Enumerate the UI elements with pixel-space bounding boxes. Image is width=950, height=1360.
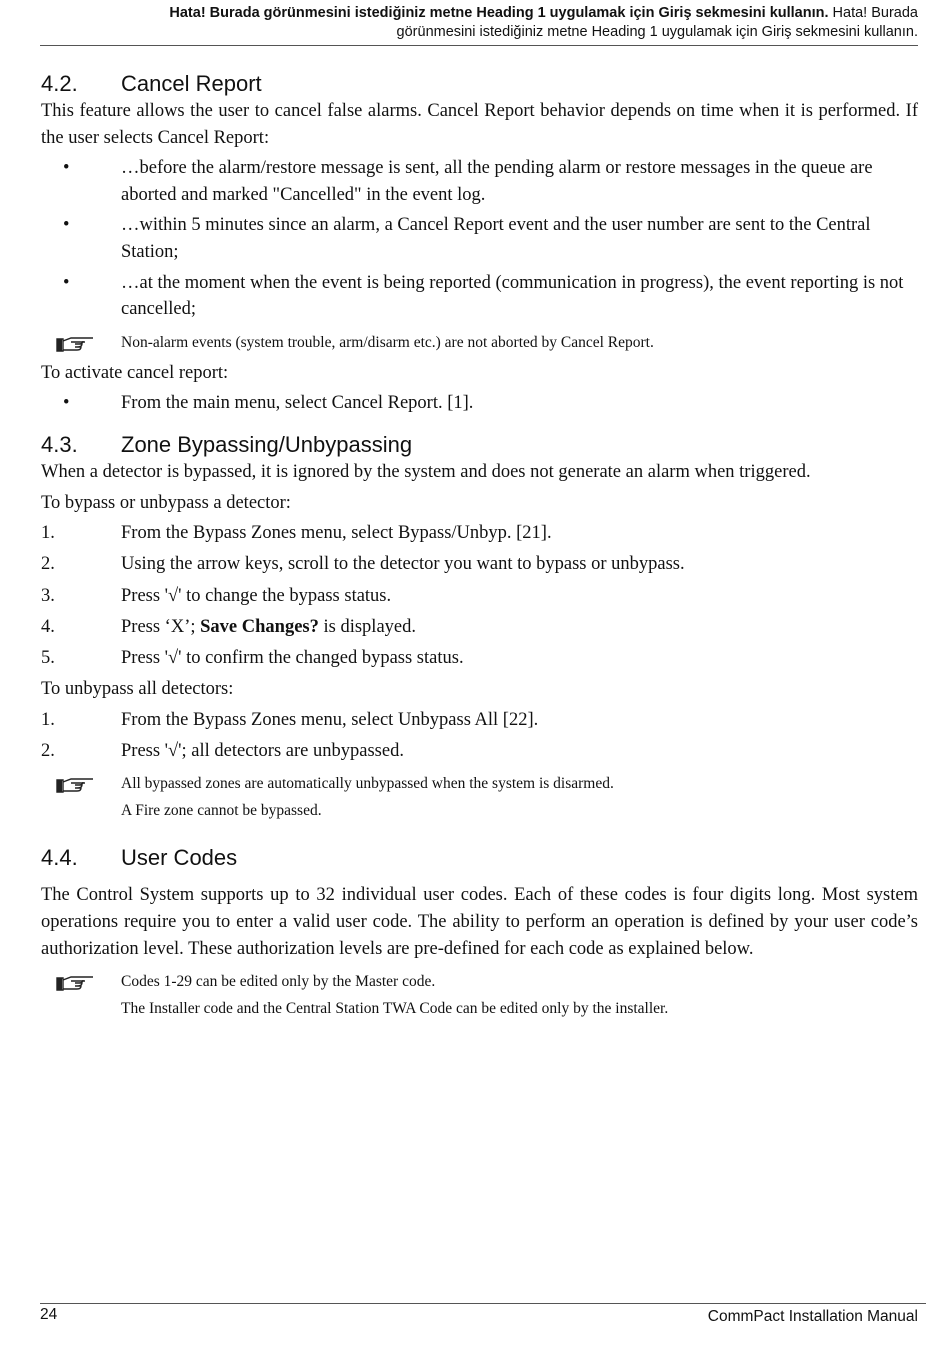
step-text-pre: Press ‘X’; (121, 616, 201, 637)
bullet: • (63, 158, 70, 179)
section-number: 4.2. (41, 71, 78, 96)
note-block (41, 329, 918, 356)
numbered-step (41, 551, 918, 578)
manual-title: CommPact Installation Manual (707, 1308, 918, 1325)
section-title: Zone Bypassing/Unbypassing (121, 431, 413, 457)
list-item (41, 270, 918, 323)
note-text: Codes 1-29 can be edited only by the Master code. (121, 973, 436, 991)
paragraph: To activate cancel report: (41, 362, 229, 383)
numbered-step (41, 614, 918, 641)
paragraph: When a detector is bypassed, it is ignored by the system and does not generate an alarm when triggered. (41, 461, 811, 482)
step-text-post: is displayed. (318, 616, 416, 637)
page-content (41, 70, 918, 1026)
section-title: User Codes (121, 845, 238, 871)
section-number: 4.3. (41, 431, 78, 457)
page-header (40, 4, 918, 46)
numbered-step (41, 520, 918, 547)
numbered-step (41, 707, 918, 734)
note-text: Non-alarm events (system trouble, arm/disarm etc.) are not aborted by Cancel Report. (121, 333, 654, 351)
step-text: Press '√'; all detectors are unbypassed. (121, 740, 404, 761)
step-text: From the Bypass Zones menu, select Bypass/Unbyp. [21]. (121, 523, 552, 544)
note-block (41, 968, 918, 1022)
pointing-hand-icon (41, 968, 121, 1022)
list-item-text: …at the moment when the event is being reported (communication in progress), the event reporting is not cancelled; (121, 272, 904, 320)
bullet: • (63, 215, 70, 236)
note-text: The Installer code and the Central Station TWA Code can be edited only by the installer. (121, 1000, 669, 1018)
note-lines (121, 968, 918, 1022)
paragraph: The Control System supports up to 32 individual user codes. Each of these codes is four digits long. Most system operations require you to enter a valid user code. The ability to perform an operation is defined by your user code’s authorization level. These authorization levels are pre-defined for each code as explained below. (41, 885, 918, 959)
step-text: From the Bypass Zones menu, select Unbypass All [22]. (121, 709, 539, 730)
note-text: A Fire zone cannot be bypassed. (121, 802, 322, 820)
pointing-hand-icon (41, 329, 121, 356)
paragraph: This feature allows the user to cancel false alarms. Cancel Report behavior depends on time when it is performed. If the user selects Cancel Report: (41, 101, 918, 148)
step-number: 1. (41, 709, 55, 730)
note-text: All bypassed zones are automatically unbypassed when the system is disarmed. (121, 775, 614, 793)
list-item (41, 155, 918, 208)
bullet: • (63, 272, 70, 293)
header-error-text-1: Hata! Burada (832, 5, 918, 21)
note-block (41, 770, 918, 824)
lcd-message: Save Changes? (200, 616, 319, 637)
numbered-step (41, 583, 918, 610)
step-text (121, 614, 918, 641)
step-number: 4. (41, 616, 55, 637)
header-error-text-2: görünmesini istediğiniz metne Heading 1 uygulamak için Giriş sekmesini kullanın. (396, 24, 918, 40)
step-number: 5. (41, 647, 55, 668)
pointing-hand-icon (41, 770, 121, 824)
step-number: 2. (41, 554, 55, 575)
list-item-text: …before the alarm/restore message is sent, all the pending alarm or restore messages in the queue are aborted and marked "Cancelled" in the event log. (121, 158, 873, 205)
section-heading-4-4 (41, 844, 918, 872)
step-number: 3. (41, 585, 55, 606)
list-item (41, 390, 918, 417)
section-number: 4.4. (41, 845, 78, 871)
step-number: 2. (41, 740, 55, 761)
step-text: Using the arrow keys, scroll to the detector you want to bypass or unbypass. (121, 554, 685, 575)
section-heading-4-2 (41, 70, 918, 98)
bullet: • (63, 393, 70, 414)
numbered-step (41, 645, 918, 672)
header-error-bold: Hata! Burada görünmesini istediğiniz metne Heading 1 uygulamak için Giriş sekmesini kullanın. (169, 5, 829, 21)
list-item (41, 212, 918, 265)
step-text: Press '√' to confirm the changed bypass status. (121, 647, 464, 668)
paragraph: To bypass or unbypass a detector: (41, 492, 291, 513)
section-title: Cancel Report (121, 71, 262, 96)
step-number: 1. (41, 523, 55, 544)
list-item-text: …within 5 minutes since an alarm, a Cancel Report event and the user number are sent to the Central Station; (121, 215, 871, 262)
section-heading-4-3 (41, 431, 918, 459)
page-footer (40, 1303, 926, 1326)
step-text: Press '√' to change the bypass status. (121, 585, 392, 606)
paragraph: To unbypass all detectors: (41, 679, 234, 700)
numbered-step (41, 738, 918, 765)
page-number: 24 (40, 1306, 58, 1323)
note-lines (121, 770, 918, 824)
list-item-text: From the main menu, select Cancel Report. [1]. (121, 393, 474, 414)
